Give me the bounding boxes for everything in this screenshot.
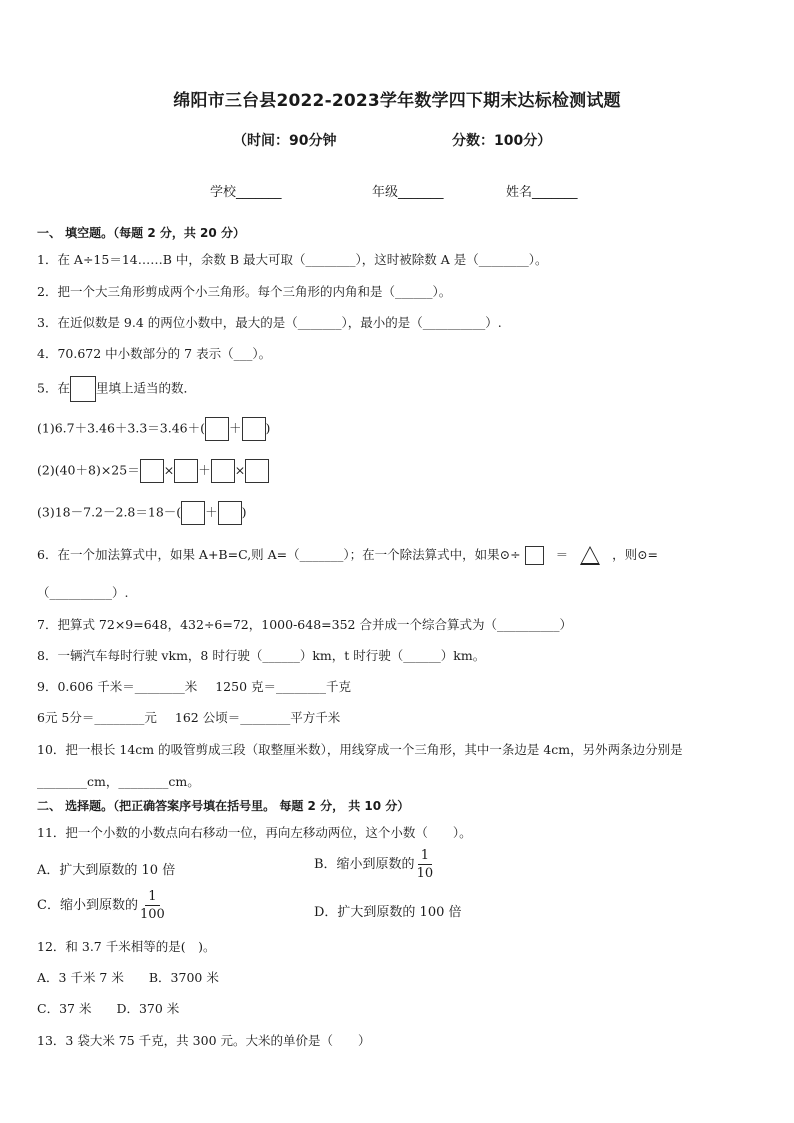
triangle-symbol-icon bbox=[580, 546, 600, 565]
fraction-one-tenth bbox=[417, 849, 434, 880]
section-1-heading: 一、 填空题。（每题 2 分，共 20 分） bbox=[37, 226, 245, 240]
question-10-answer: ________cm，________cm。 bbox=[37, 774, 200, 789]
plus-sign: ＋ bbox=[205, 504, 218, 520]
option-b-text: B．缩小到原数的 bbox=[314, 857, 415, 872]
equals-sign: ＝ bbox=[555, 547, 569, 562]
question-5-post: 里填上适当的数． bbox=[95, 380, 196, 396]
times-sign: × bbox=[234, 462, 246, 478]
close-paren: ) bbox=[265, 420, 271, 436]
option-c[interactable] bbox=[37, 890, 165, 921]
question-9a: 9．0.606 千米＝________米 bbox=[37, 679, 198, 694]
plus-sign: ＋ bbox=[198, 462, 211, 478]
question-6-tail: ，则⊙= bbox=[612, 547, 659, 562]
question-8: 8．一辆汽车每时行驶 vkm，8 时行驶（______）km，t 时行驶（______）km。 bbox=[37, 648, 486, 663]
answer-box[interactable] bbox=[205, 417, 229, 441]
option-b[interactable] bbox=[314, 849, 433, 880]
close-paren: ) bbox=[241, 504, 247, 520]
name-field[interactable]: 姓名_______ bbox=[506, 185, 578, 200]
denominator: 10 bbox=[416, 866, 434, 881]
question-6-text: 6．在一个加法算式中，如果 A+B=C,则 A=（_______）；在一个除法算式中，如果⊙÷ bbox=[37, 547, 521, 562]
expr-text: (1)6.7＋3.46＋3.3＝3.46＋( bbox=[37, 420, 206, 436]
question-6 bbox=[37, 545, 658, 565]
fraction-one-hundredth bbox=[140, 890, 165, 921]
question-6-answer: （__________）. bbox=[37, 585, 129, 600]
option-c-text: C．缩小到原数的 bbox=[37, 898, 138, 913]
answer-box[interactable] bbox=[140, 459, 164, 483]
exam-title: 绵阳市三台县2022-2023学年数学四下期末达标检测试题 bbox=[173, 91, 621, 111]
question-5-pre: 5．在 bbox=[37, 380, 70, 396]
question-3: 3．在近似数是 9.4 的两位小数中，最大的是（_______），最小的是（__________）. bbox=[37, 315, 502, 330]
question-5-part-1 bbox=[37, 417, 270, 441]
answer-box[interactable] bbox=[211, 459, 235, 483]
question-12-options-ab[interactable]: A．3 千米 7 米 B．3700 米 bbox=[37, 970, 219, 985]
times-sign: × bbox=[163, 462, 175, 478]
answer-box[interactable] bbox=[174, 459, 198, 483]
numerator: 1 bbox=[145, 890, 159, 906]
answer-box[interactable] bbox=[70, 376, 96, 402]
question-12-options-cd[interactable]: C．37 米 D．370 米 bbox=[37, 1001, 180, 1016]
question-5-part-3 bbox=[37, 501, 247, 525]
exam-score: 分数：100分） bbox=[452, 133, 552, 149]
question-7: 7．把算式 72×9=648，432÷6=72，1000-648=352 合并成一个综合算式为（__________） bbox=[37, 617, 572, 632]
question-5-part-2 bbox=[37, 459, 269, 483]
section-2-heading: 二、 选择题。（把正确答案序号填在括号里。 每题 2 分， 共 10 分） bbox=[37, 799, 410, 813]
square-symbol bbox=[525, 546, 544, 565]
option-a[interactable]: A．扩大到原数的 10 倍 bbox=[37, 863, 176, 878]
question-2: 2．把一个大三角形剪成两个小三角形。每个三角形的内角和是（______）。 bbox=[37, 284, 452, 299]
answer-box[interactable] bbox=[245, 459, 269, 483]
question-10: 10．把一根长 14cm 的吸管剪成三段（取整厘米数），用线穿成一个三角形，其中一条边是 4cm，另外两条边分别是 bbox=[37, 742, 683, 757]
question-5 bbox=[37, 376, 196, 402]
grade-field[interactable]: 年级_______ bbox=[372, 185, 444, 200]
question-9b: 1250 克＝________千克 bbox=[215, 679, 352, 694]
expr-text: (2)(40＋8)×25＝ bbox=[37, 462, 140, 478]
answer-box[interactable] bbox=[218, 501, 242, 525]
question-9c: 6元 5分＝________元 bbox=[37, 710, 157, 725]
question-1: 1．在 A÷15＝14……B 中，余数 B 最大可取（________），这时被除数 A 是（________）。 bbox=[37, 252, 548, 267]
question-9-row-1 bbox=[37, 677, 351, 695]
question-13: 13．3 袋大米 75 千克，共 300 元。大米的单价是（ ） bbox=[37, 1033, 371, 1048]
plus-sign: ＋ bbox=[229, 420, 242, 436]
question-4: 4．70.672 中小数部分的 7 表示（___）。 bbox=[37, 346, 272, 361]
question-12: 12．和 3.7 千米相等的是( )。 bbox=[37, 939, 216, 954]
answer-box[interactable] bbox=[242, 417, 266, 441]
question-11: 11．把一个小数的小数点向右移动一位，再向左移动两位，这个小数（ ）。 bbox=[37, 825, 472, 840]
question-9d: 162 公顷＝________平方千米 bbox=[174, 710, 341, 725]
denominator: 100 bbox=[139, 907, 165, 922]
answer-box[interactable] bbox=[181, 501, 205, 525]
numerator: 1 bbox=[418, 849, 432, 865]
school-field[interactable]: 学校_______ bbox=[210, 185, 282, 200]
expr-text: (3)18－7.2－2.8＝18－( bbox=[37, 504, 182, 520]
exam-time: （时间：90分钟 bbox=[233, 133, 337, 149]
option-d[interactable]: D．扩大到原数的 100 倍 bbox=[314, 905, 462, 920]
question-9-row-2 bbox=[37, 708, 340, 726]
